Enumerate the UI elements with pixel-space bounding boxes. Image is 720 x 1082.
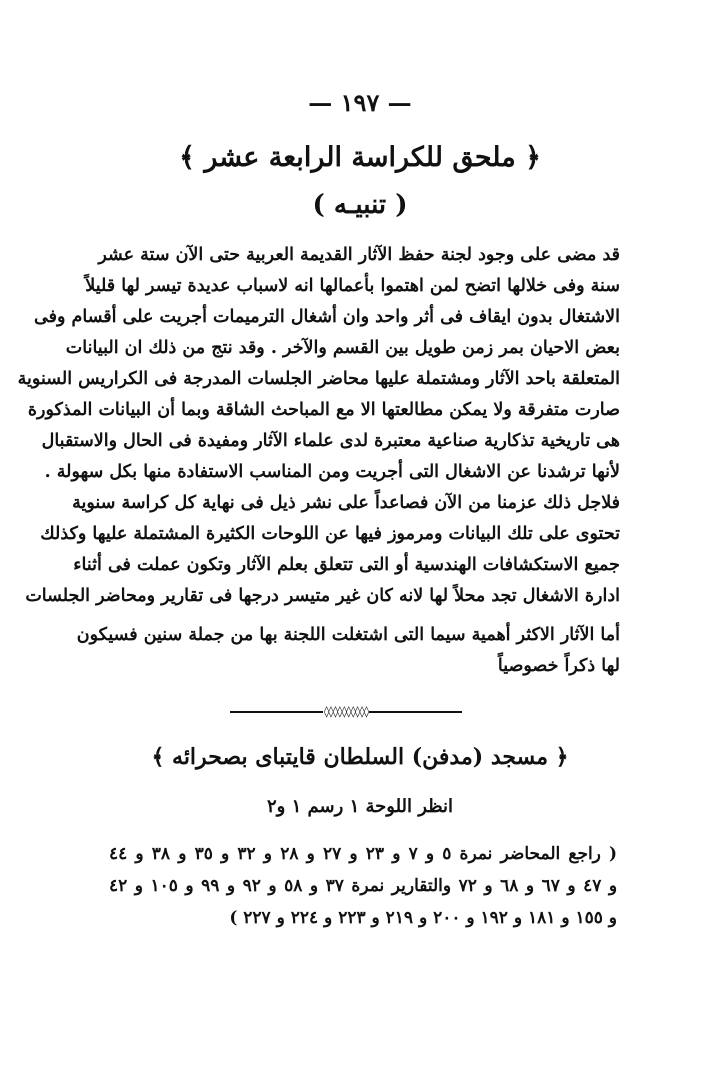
divider-ornament: ◊◊◊◊◊◊◊◊◊◊ [323,705,369,718]
paragraph-line: المتعلقة باحد الآثار ومشتملة عليها محاضر الجلسات المدرجة فى الكراريس السنوية [17,369,620,389]
paragraph-line: ادارة الاشغال تجد محلاً لها لانه كان غير متيسر درجها فى تقارير ومحاضر الجلسات [25,586,620,606]
paragraph-line: تحتوى على تلك البيانات ومرموز فيها عن اللوحات الكثيرة المشتملة عليها وكذلك [40,524,620,544]
notice-paragraph [17,240,620,682]
paragraph-line: بعض الاحيان بمر زمن طويل بين القسم والآخر . وقد نتج من ذلك ان البيانات [65,338,620,358]
mosque-heading: ﴿ مسجد (مدفن) السلطان قايتباى بصحرائه ﴾ [151,744,569,770]
paragraph-line: الاشتغال بدون ايقاف فى أثر واحد وان أشغال الترميمات أجريت على أقسام وفى [34,307,620,327]
divider-rule-right [369,711,462,713]
section-subtitle: ( تنبيـه ) [312,190,408,220]
section-title: ﴿ ملحق للكراسة الرابعة عشر ﴾ [179,142,541,173]
paragraph-line: سنة وفى خلالها اتضح لمن اهتموا بأعمالها انه لاسباب عديدة تيسر لها قليلاً [85,276,620,296]
paragraph-line: فلاجل ذلك عزمنا من الآن فصاعداً على نشر ذيل فى نهاية كل كراسة سنوية [72,493,620,513]
divider-rule-left [230,711,323,713]
paragraph-line: لأنها ترشدنا عن الاشغال التى أجريت ومن المناسب الاستفادة منها بكل سهولة . [44,462,620,482]
paragraph-line: لها ذكراً خصوصياً [497,656,620,676]
reference-line: و ١٥٥ و ١٨١ و ١٩٢ و ٢٠٠ و ٢١٩ و ٢٢٣ و ٢٢٤ و ٢٢٧ ) [229,908,617,928]
ornamental-divider [230,705,462,718]
paragraph-line: صارت متفرقة ولا يمكن مطالعتها الا مع المباحث الشاقة وبما أن البيانات المذكورة [27,400,620,420]
references-block [109,838,617,934]
paragraph-line: أما الآثار الاكثر أهمية سيما التى اشتغلت اللجنة بها من جملة سنين فسيكون [76,625,620,645]
plate-reference: انظر اللوحة ١ رسم ١ و٢ [266,796,454,817]
paragraph-line: جميع الاستكشافات الهندسية أو التى تتعلق بعلم الآثار وتكون عملت فى أثناء [73,555,620,575]
reference-line: و ٤٧ و ٦٧ و ٦٨ و ٧٢ والتقارير نمرة ٣٧ و ٥٨ و ٩٢ و ٩٩ و ١٠٥ و ٤٢ [109,876,618,896]
paragraph-line: قد مضى على وجود لجنة حفظ الآثار القديمة العربية حتى الآن ستة عشر [98,245,620,265]
paragraph-line: هى تاريخية تذكارية صناعية معتبرة لدى علماء الآثار ومفيدة فى الحال والاستقبال [41,431,620,451]
page-number: — ١٩٧ — [308,88,412,117]
reference-line: ( راجع المحاضر نمرة ٥ و ٧ و ٢٣ و ٢٧ و ٢٨ و ٣٢ و ٣٥ و ٣٨ و ٤٤ [109,844,618,864]
